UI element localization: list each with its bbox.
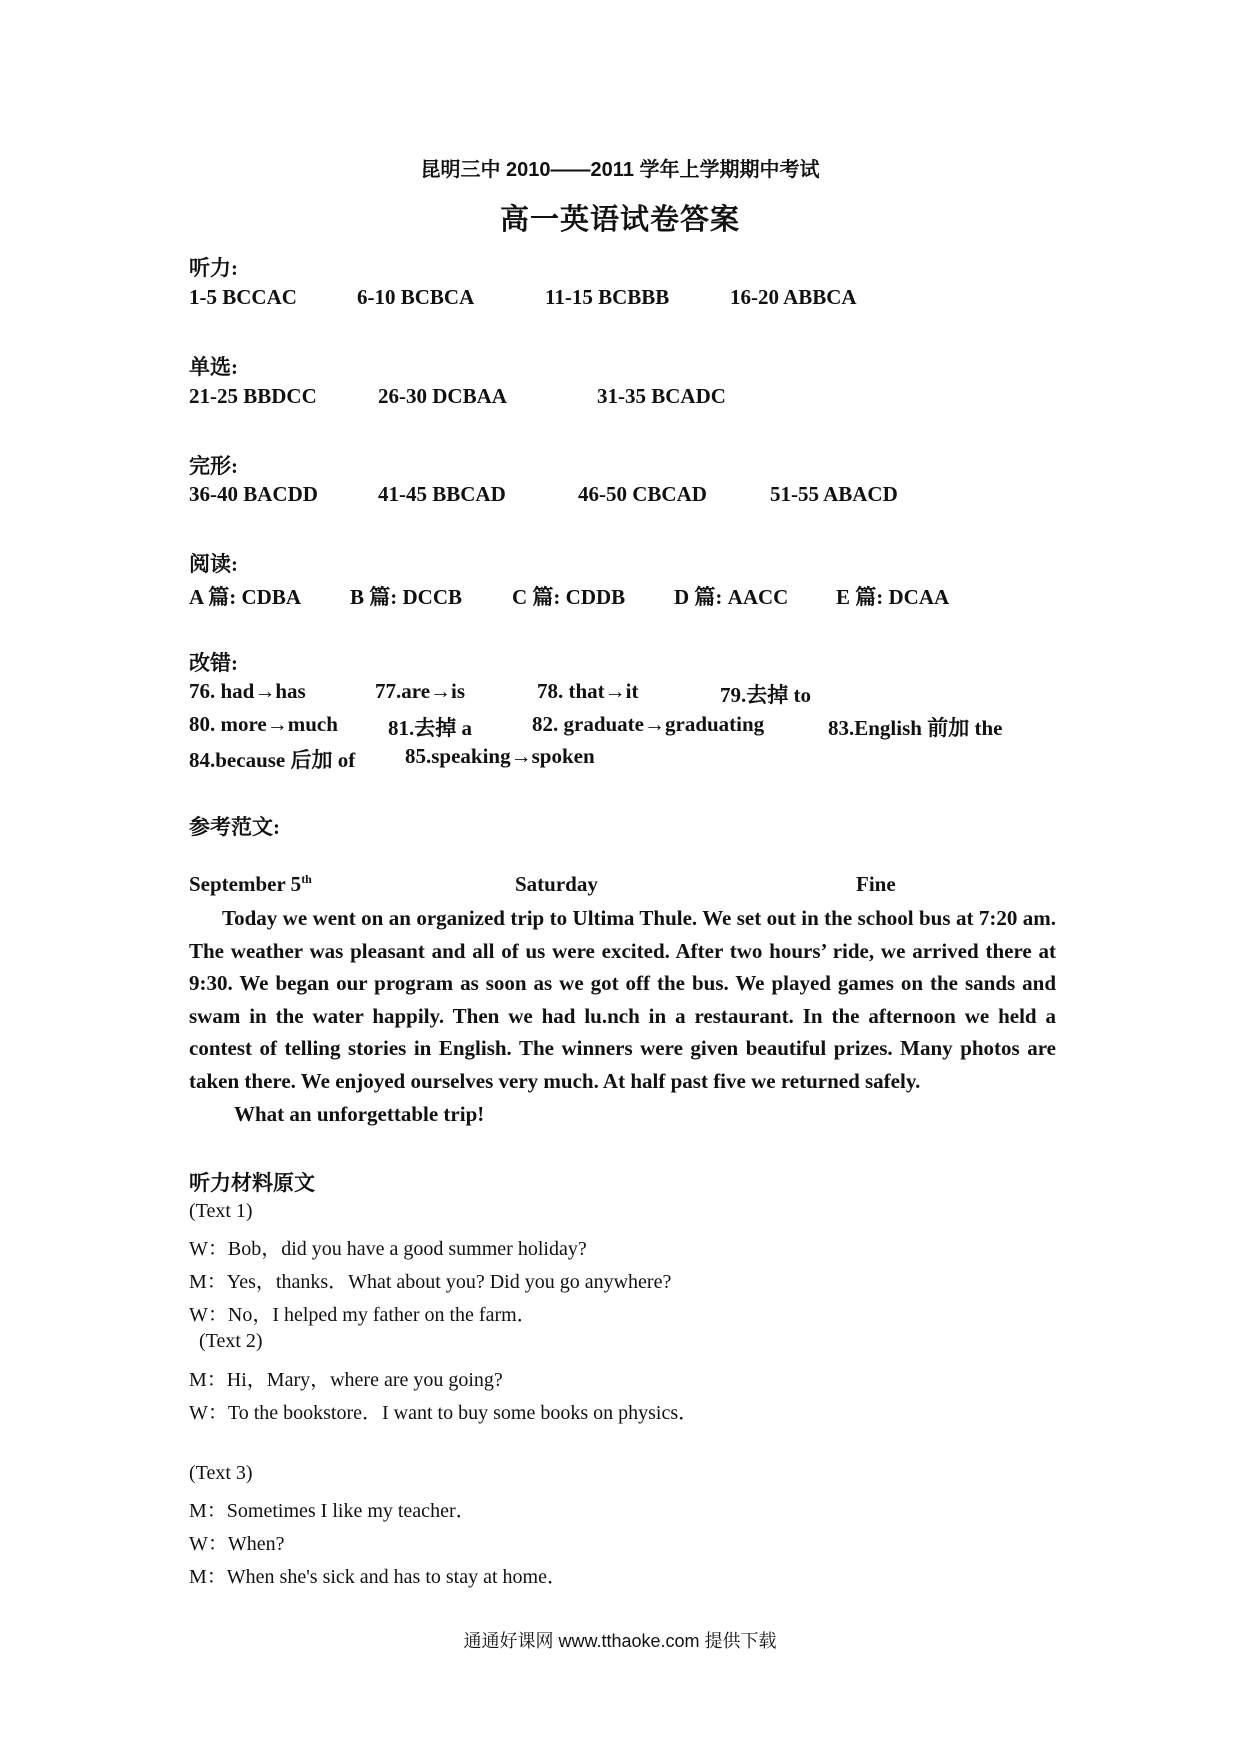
script-line: W：No，I helped my father on the farm． [189,1304,537,1326]
cloze-answer: 46-50 CBCAD [578,482,707,506]
correction-item: 85.speaking→spoken [405,744,595,768]
reading-answer: D 篇: AACC [674,585,789,609]
exam-subtitle: 昆明三中 2010——2011 学年上学期期中考试 [420,159,820,181]
listening-answer: 1-5 BCCAC [189,285,297,309]
correction-item: 79.去掉 to [720,683,811,707]
reading-answer: B 篇: DCCB [350,585,463,609]
listening-answer: 16-20 ABBCA [730,285,857,309]
single-choice-answer: 31-35 BCADC [597,384,726,408]
correction-item: 83.English 前加 the [828,716,1003,740]
essay-label: 参考范文: [189,815,280,839]
correction-item: 81.去掉 a [388,716,472,740]
script-line: M：Hi，Mary，where are you going? [189,1369,503,1391]
diary-weekday: Saturday [515,872,598,896]
script-line: M：Yes，thanks．What about you? Did you go anywhere? [189,1271,672,1293]
reading-answer: E 篇: DCAA [836,585,950,609]
correction-item: 82. graduate→graduating [532,712,765,736]
cloze-answer: 36-40 BACDD [189,482,318,506]
diary-weather: Fine [856,872,896,896]
diary-date: September 5th [189,872,312,896]
reading-label: 阅读: [189,552,238,576]
essay-closing: What an unforgettable trip! [234,1101,485,1126]
cloze-answer: 51-55 ABACD [770,482,898,506]
single-choice-label: 单选: [189,355,238,379]
script-line: W：When? [189,1533,285,1555]
listening-answer: 6-10 BCBCA [357,285,475,309]
reading-answer: A 篇: CDBA [189,585,302,609]
correction-item: 78. that→it [537,679,639,703]
essay-body [189,902,1056,1130]
correction-label: 改错: [189,651,238,675]
script-line: (Text 3) [189,1462,253,1484]
reading-answer: C 篇: CDDB [512,585,626,609]
correction-item: 84.because 后加 of [189,748,356,772]
single-choice-answer: 26-30 DCBAA [378,384,507,408]
correction-item: 76. had→has [189,679,306,703]
script-line: M：Sometimes I like my teacher． [189,1500,476,1522]
cloze-label: 完形: [189,454,238,478]
correction-item: 80. more→much [189,712,338,736]
page-title: 高一英语试卷答案 [499,204,740,236]
cloze-answer: 41-45 BBCAD [378,482,506,506]
script-line: (Text 1) [189,1200,253,1222]
listening-script-title: 听力材料原文 [189,1171,315,1195]
listening-label: 听力: [189,256,238,280]
script-line: (Text 2) [199,1330,263,1352]
script-line: W：Bob，did you have a good summer holiday? [189,1238,587,1260]
listening-answer: 11-15 BCBBB [545,285,670,309]
essay-paragraph: Today we went on an organized trip to Ultima Thule. We set out in the school bus at 7:20 am. The weather was pleasant and all of us were excited. After two hours’ ride, we arrived there at 9:30. We began our program as soon as we got off the bus. We played games on the sands and swam in the water happily. Then we had lu.nch in a restaurant. In the afternoon we held a contest of telling stories in English. The winners were given beautiful prizes. Many photos are taken there. We enjoyed ourselves very much. At half past five we returned safely. [189,906,1056,1093]
footer-source-note: 通通好课网 www.tthaoke.com 提供下载 [463,1631,777,1651]
single-choice-answer: 21-25 BBDCC [189,384,317,408]
correction-item: 77.are→is [375,679,466,703]
script-line: M：When she's sick and has to stay at home． [189,1566,567,1588]
script-line: W：To the bookstore．I want to buy some books on physics． [189,1402,699,1424]
